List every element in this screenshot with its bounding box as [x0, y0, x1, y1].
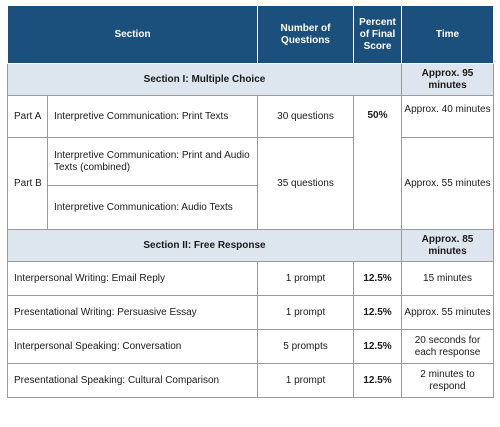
row-questions: 1 prompt [258, 364, 354, 398]
row-desc: Presentational Writing: Persuasive Essay [8, 296, 258, 330]
part-a-desc: Interpretive Communication: Print Texts [48, 96, 258, 138]
row-time: 2 minutes to respond [402, 364, 494, 398]
part-b-label: Part B [8, 138, 48, 230]
part-a-label: Part A [8, 96, 48, 138]
section2-title: Section II: Free Response [8, 230, 402, 262]
row-percent: 12.5% [354, 262, 402, 296]
row-percent: 12.5% [354, 364, 402, 398]
row-percent: 12.5% [354, 296, 402, 330]
section2-row [8, 230, 494, 262]
row-desc: Interpersonal Writing: Email Reply [8, 262, 258, 296]
row-questions: 1 prompt [258, 262, 354, 296]
header-section: Section [8, 6, 258, 64]
section1-row [8, 64, 494, 96]
header-questions: Number of Questions [258, 6, 354, 64]
exam-format-table [7, 5, 494, 398]
table-row [8, 296, 494, 330]
row-time: Approx. 55 minutes [402, 296, 494, 330]
row-percent: 12.5% [354, 330, 402, 364]
header-row [8, 6, 494, 64]
section1-time: Approx. 95 minutes [402, 64, 494, 96]
part-b-questions: 35 questions [258, 138, 354, 230]
header-percent: Percent of Final Score [354, 6, 402, 64]
row-questions: 1 prompt [258, 296, 354, 330]
part-a-row [8, 96, 494, 138]
section1-percent: 50% [354, 96, 402, 230]
part-a-time: Approx. 40 minutes [402, 96, 494, 138]
row-desc: Presentational Speaking: Cultural Comparison [8, 364, 258, 398]
part-a-questions: 30 questions [258, 96, 354, 138]
row-questions: 5 prompts [258, 330, 354, 364]
table-row [8, 364, 494, 398]
exam-format-table-container [7, 5, 493, 398]
row-time: 20 seconds for each response [402, 330, 494, 364]
part-b-time: Approx. 55 minutes [402, 138, 494, 230]
row-time: 15 minutes [402, 262, 494, 296]
part-b-desc-1: Interpretive Communication: Print and Audio Texts (combined) [48, 138, 258, 186]
part-b-row-1 [8, 138, 494, 186]
row-desc: Interpersonal Speaking: Conversation [8, 330, 258, 364]
section1-title: Section I: Multiple Choice [8, 64, 402, 96]
part-b-desc-2: Interpretive Communication: Audio Texts [48, 186, 258, 230]
header-time: Time [402, 6, 494, 64]
table-row [8, 330, 494, 364]
table-row [8, 262, 494, 296]
section2-time: Approx. 85 minutes [402, 230, 494, 262]
